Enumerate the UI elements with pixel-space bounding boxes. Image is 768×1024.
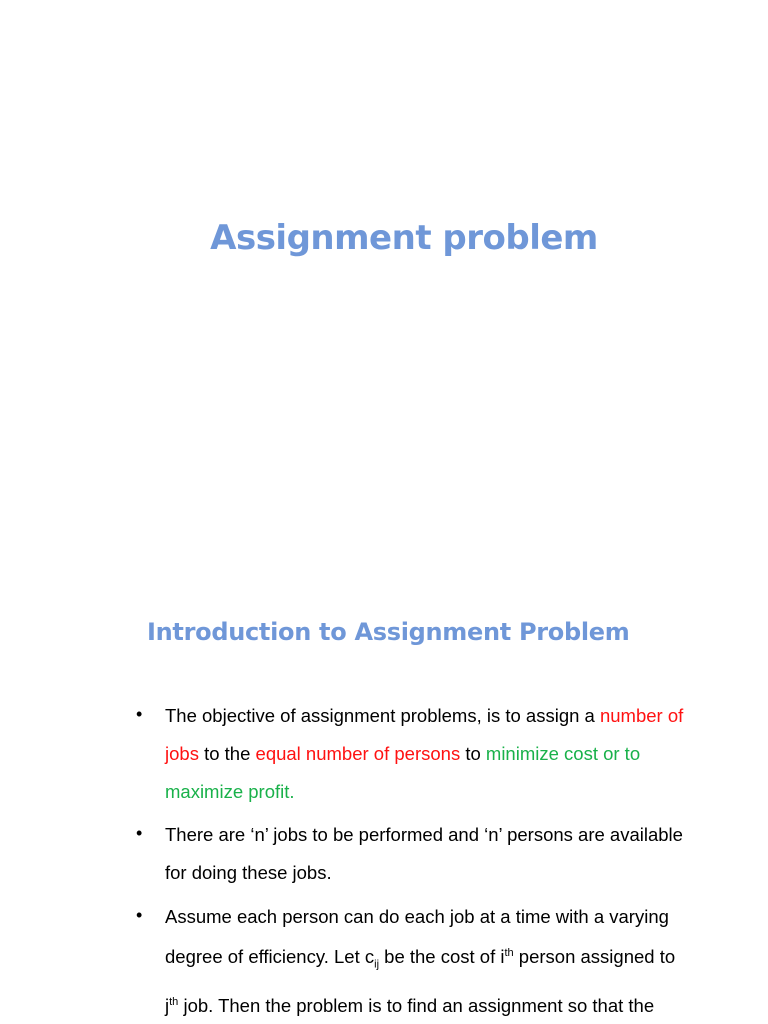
bullet-3-line-3: $j^{th}$ job. Then the problem is to find an assignment so that the [165,995,655,1016]
bullet-2-line-2: for doing these jobs. [165,862,332,883]
slide-title: Assignment problem [210,218,598,258]
bullet-1-line-3: maximize profit. [165,781,295,802]
bullet-3-marker: • [136,905,143,925]
bullet-3-line-1: Assume each person can do each job at a time with a varying [165,906,669,927]
bullet-3-line-2: degree of efficiency. Let $c_{ij}$ be the cost of $i^{th}$ person assigned to [165,946,676,971]
bullet-1-marker: • [136,704,143,724]
section-heading: Introduction to Assignment Problem [147,618,630,646]
bullet-1-line-2: jobs to the equal number of persons to minimize cost or to [165,743,641,764]
bullet-2-marker: • [136,823,143,843]
bullet-2-line-1: There are ‘n’ jobs to be performed and ‘n’ persons are available [165,824,683,845]
bullet-1-line-1: The objective of assignment problems, is to assign a number of [165,705,684,726]
